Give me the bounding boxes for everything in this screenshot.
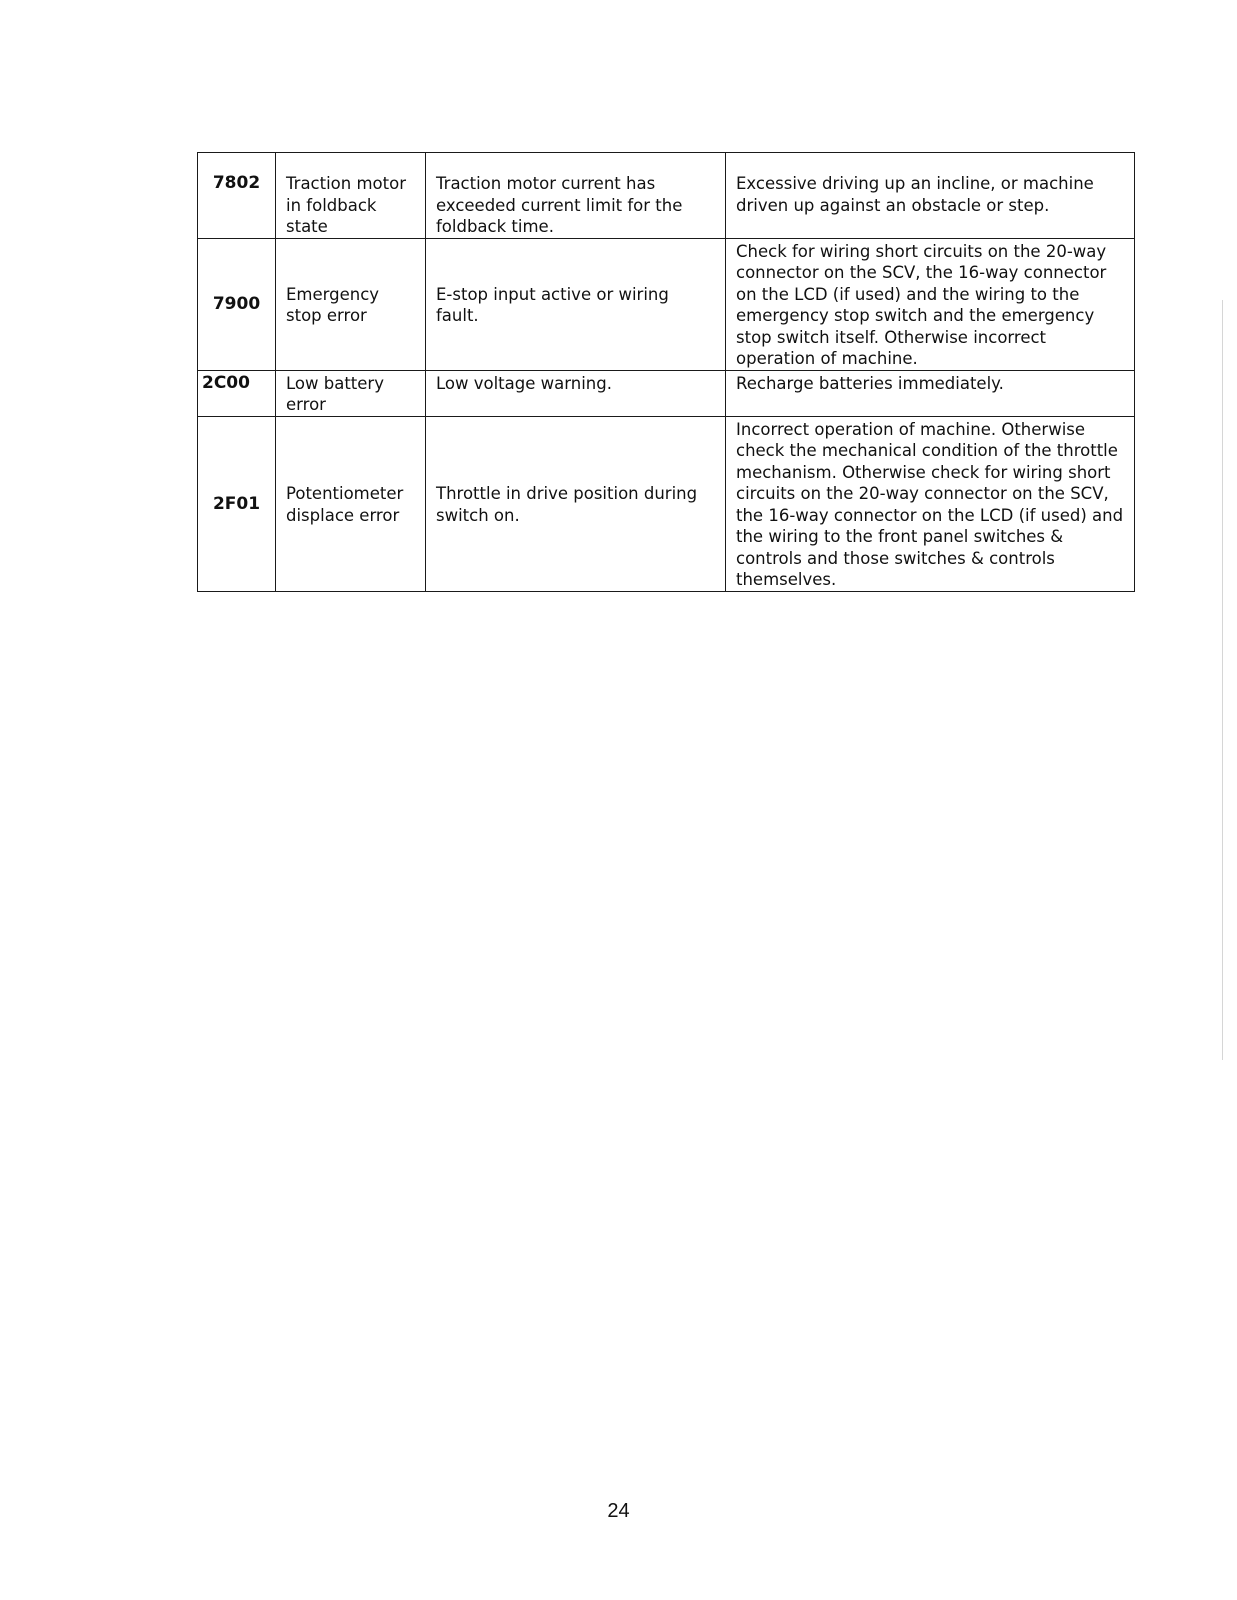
scan-edge-line <box>1222 300 1223 1060</box>
fault-code-cell: 7802 <box>198 153 276 239</box>
table-row <box>198 370 1135 416</box>
table-row <box>198 153 1135 239</box>
fault-remedy-cell: Check for wiring short circuits on the 20-way connector on the SCV, the 16-way connector on the LCD (if used) and the wiring to the emergency stop switch and the emergency stop switch itself. Otherwise incorrect operation of machine. <box>726 238 1135 370</box>
fault-cause-cell: Traction motor current has exceeded current limit for the foldback time. <box>426 153 726 239</box>
fault-code-cell: 2F01 <box>198 416 276 591</box>
fault-name-cell: Potentiometer displace error <box>276 416 426 591</box>
table-row <box>198 238 1135 370</box>
page-number: 24 <box>607 1500 630 1522</box>
table-row <box>198 416 1135 591</box>
fault-code-cell: 2C00 <box>198 370 276 416</box>
fault-remedy-cell: Excessive driving up an incline, or machine driven up against an obstacle or step. <box>726 153 1135 239</box>
fault-code-table <box>197 152 1135 592</box>
fault-cause-cell: Low voltage warning. <box>426 370 726 416</box>
fault-name-cell: Low battery error <box>276 370 426 416</box>
fault-cause-cell: Throttle in drive position during switch on. <box>426 416 726 591</box>
fault-name-cell: Traction motor in foldback state <box>276 153 426 239</box>
fault-remedy-cell: Incorrect operation of machine. Otherwise check the mechanical condition of the throttle mechanism. Otherwise check for wiring short circuits on the 20-way connector on the SCV, the 16-way connector on the LCD (if used) and the wiring to the front panel switches & controls and those switches & controls themselves. <box>726 416 1135 591</box>
fault-code-cell: 7900 <box>198 238 276 370</box>
fault-name-cell: Emergency stop error <box>276 238 426 370</box>
fault-cause-cell: E-stop input active or wiring fault. <box>426 238 726 370</box>
fault-remedy-cell: Recharge batteries immediately. <box>726 370 1135 416</box>
